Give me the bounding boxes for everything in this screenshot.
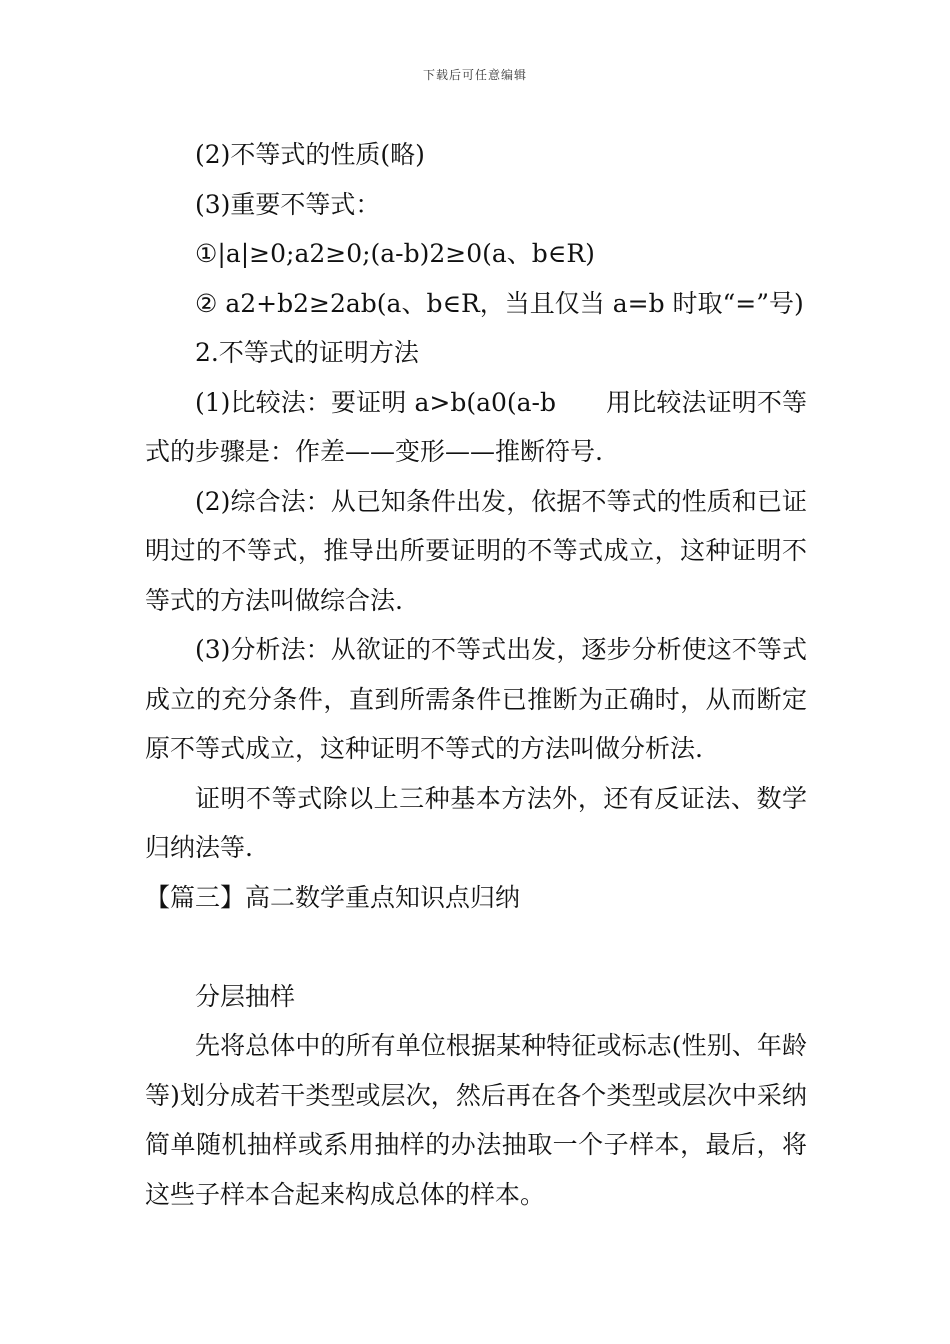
paragraph-inequality-2: ② a2+b2≥2ab(a、b∈R，当且仅当 a=b 时取“=”号) — [195, 288, 804, 318]
paragraph-inequality-properties: (2)不等式的性质(略) — [195, 140, 425, 169]
paragraph-synthesis-method: (2)综合法：从已知条件出发，依据不等式的性质和已证明过的不等式，推导出所要证明的不等式成立，这种证明不等式的方法叫做综合法. — [145, 486, 807, 615]
comparison-method-lead: (1)比较法：要证明 a>b(a0(a-b — [195, 387, 556, 417]
section-heading: 【篇三】高二数学重点知识点归纳 — [145, 882, 521, 912]
page-header-note: 下载后可任意编辑 — [422, 68, 527, 82]
paragraph-proof-methods: 2.不等式的证明方法 — [195, 338, 419, 367]
paragraph-stratified-sampling-body: 先将总体中的所有单位根据某种特征或标志(性别、年龄等)划分成若干类型或层次，然后再在各个类型或层次中采纳简单随机抽样或系用抽样的办法抽取一个子样本，最后，将这些子样本合起来构成总体的样本。 — [145, 1031, 807, 1209]
paragraph-inequality-1: ①|a|≥0;a2≥0;(a-b)2≥0(a、b∈R) — [195, 239, 595, 268]
comparison-method-steps: 用比较法证明不等式的步骤是：作差——变形——推断符号. — [145, 387, 807, 466]
paragraph-comparison-method — [145, 378, 807, 477]
paragraph-important-inequalities: (3)重要不等式： — [195, 189, 381, 219]
paragraph-other-methods: 证明不等式除以上三种基本方法外，还有反证法、数学归纳法等. — [145, 783, 807, 862]
document-body — [145, 130, 807, 1219]
paragraph-analysis-method: (3)分析法：从欲证的不等式出发，逐步分析使这不等式成立的充分条件，直到所需条件已推断为正确时，从而断定原不等式成立，这种证明不等式的方法叫做分析法. — [145, 635, 807, 763]
paragraph-stratified-sampling-title: 分层抽样 — [195, 981, 296, 1011]
